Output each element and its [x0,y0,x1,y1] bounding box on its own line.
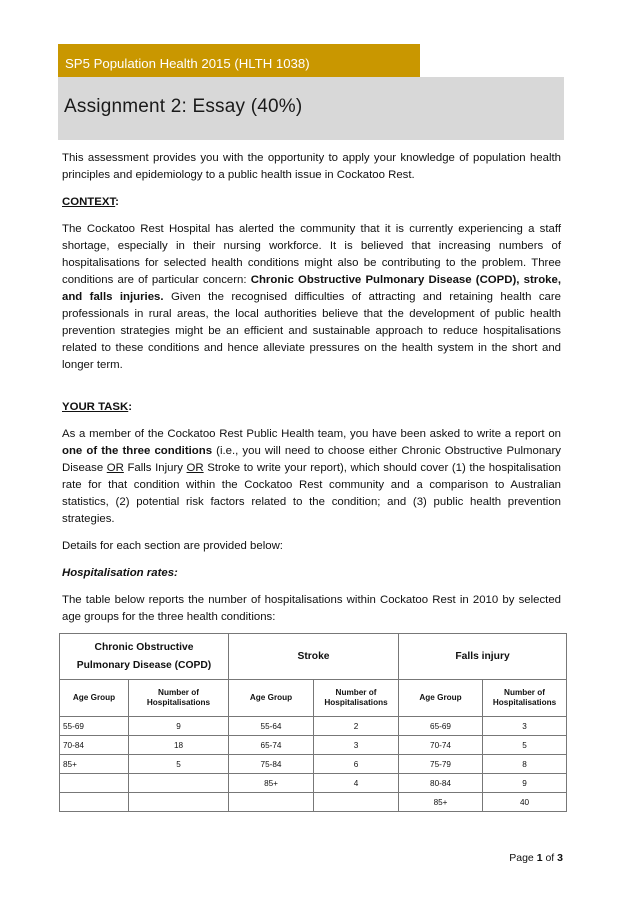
table-row [60,774,567,793]
copd-age-cell: 85+ [60,755,129,774]
stroke-age-cell: 75-84 [229,755,314,774]
page-of-label: of [545,852,555,864]
stroke-age-cell [229,793,314,812]
context-text-before: The Cockatoo Rest Hospital has alerted the community that it is currently experiencing a staff shortage, especially in their nursing workforce. It is believed that increasing numbers of hospitalisations for selected health conditions might also be contributing to the problem. Three conditions are of particular concern: [62,223,561,286]
copd-header-line1: Chronic Obstructive [94,641,194,653]
context-heading-colon: : [115,196,119,208]
falls-header: Falls injury [399,634,567,680]
stroke-age-cell: 85+ [229,774,314,793]
copd-age-header: Age Group [60,680,129,717]
condition-header-row [60,634,567,680]
falls-age-cell: 85+ [399,793,483,812]
context-heading-text: CONTEXT [62,196,116,208]
task-or-2: OR [186,462,204,474]
copd-num-cell: 9 [129,717,229,736]
table-row [60,736,567,755]
copd-num-header [129,680,229,717]
falls-num-cell: 3 [483,717,567,736]
stroke-age-cell: 65-74 [229,736,314,755]
falls-age-cell: 65-69 [399,717,483,736]
task-paragraph [62,426,561,528]
copd-num-header-line2: Hospitalisations [146,698,211,707]
copd-age-cell: 70-84 [60,736,129,755]
stroke-age-cell: 55-64 [229,717,314,736]
page-label: Page [509,852,534,864]
falls-num-cell: 9 [483,774,567,793]
falls-age-cell: 70-74 [399,736,483,755]
task-or-1: OR [106,462,124,474]
stroke-num-header-line2: Hospitalisations [324,698,388,707]
context-paragraph [62,221,561,374]
falls-age-header: Age Group [399,680,483,717]
copd-num-header-line1: Number of [158,688,199,697]
falls-num-cell: 8 [483,755,567,774]
copd-num-cell [129,793,229,812]
details-intro: Details for each section are provided below: [62,540,283,552]
copd-age-cell [60,793,129,812]
copd-header-line2: Pulmonary Disease (COPD) [76,659,212,671]
falls-age-cell: 75-79 [399,755,483,774]
task-text-3: Falls Injury [123,462,187,474]
table-row [60,793,567,812]
task-heading-text: YOUR TASK [62,401,129,413]
page-current: 1 [536,852,543,864]
context-heading [62,194,561,211]
copd-num-cell: 5 [129,755,229,774]
hospitalisation-heading-text: Hospitalisation rates: [62,567,178,579]
task-heading [62,399,561,416]
table-row [60,755,567,774]
page-footer [480,852,563,864]
falls-num-header-line1: Number of [504,688,545,697]
course-banner: SP5 Population Health 2015 (HLTH 1038) [58,44,420,77]
falls-age-cell: 80-84 [399,774,483,793]
task-text-1: As a member of the Cockatoo Rest Public Health team, you have been asked to write a report on [62,428,561,440]
task-text-4: Stroke to write your report), which should cover (1) the hospitalisation rate for that condition within the Cockatoo Rest community and a comparison to Australian statistics, (2) potential risk factors related to the condition; and (3) public health prevention strategies. [62,462,561,525]
hospitalisation-heading [62,565,561,582]
assignment-title: Assignment 2: Essay (40%) [58,77,564,140]
copd-header [60,634,229,680]
column-header-row [60,680,567,717]
table-row [60,717,567,736]
copd-age-cell: 55-69 [60,717,129,736]
stroke-age-header: Age Group [229,680,314,717]
task-bold-1: one of the three conditions [62,445,213,457]
copd-num-cell: 18 [129,736,229,755]
hospitalisation-table [59,633,567,812]
hospitalisation-paragraph: The table below reports the number of hospitalisations within Cockatoo Rest in 2010 by selected age groups for the three health conditions: [62,594,561,623]
copd-num-cell [129,774,229,793]
falls-num-header-line2: Hospitalisations [492,698,557,707]
intro-paragraph: This assessment provides you with the opportunity to apply your knowledge of population health principles and epidemiology to a public health issue in Cockatoo Rest. [62,152,561,181]
stroke-num-cell: 3 [314,736,399,755]
falls-num-cell: 40 [483,793,567,812]
task-heading-colon: : [128,401,133,413]
copd-age-cell [60,774,129,793]
stroke-num-header [314,680,399,717]
context-text-after: Given the recognised difficulties of attracting and retaining health care professionals in rural areas, the local authorities believe that the development of public health prevention strategies might be an efficient and sustainable approach to reduce hospitalisations related to these conditions and hence alleviate pressures on the health system in the short and longer term. [62,291,561,371]
section-gap [62,384,561,399]
stroke-num-cell: 2 [314,717,399,736]
context-bold-conditions: Chronic Obstructive Pulmonary Disease (COPD), stroke, and falls injuries. [62,274,561,303]
page-total: 3 [557,852,563,864]
falls-num-cell: 5 [483,736,567,755]
stroke-header: Stroke [229,634,399,680]
task-text-2: (i.e., you will need to choose either Chronic Obstructive Pulmonary Disease [62,445,561,474]
stroke-num-cell: 4 [314,774,399,793]
falls-num-header [483,680,567,717]
stroke-num-header-line1: Number of [335,688,377,697]
stroke-num-cell [314,793,399,812]
document-body [62,150,561,636]
stroke-num-cell: 6 [314,755,399,774]
